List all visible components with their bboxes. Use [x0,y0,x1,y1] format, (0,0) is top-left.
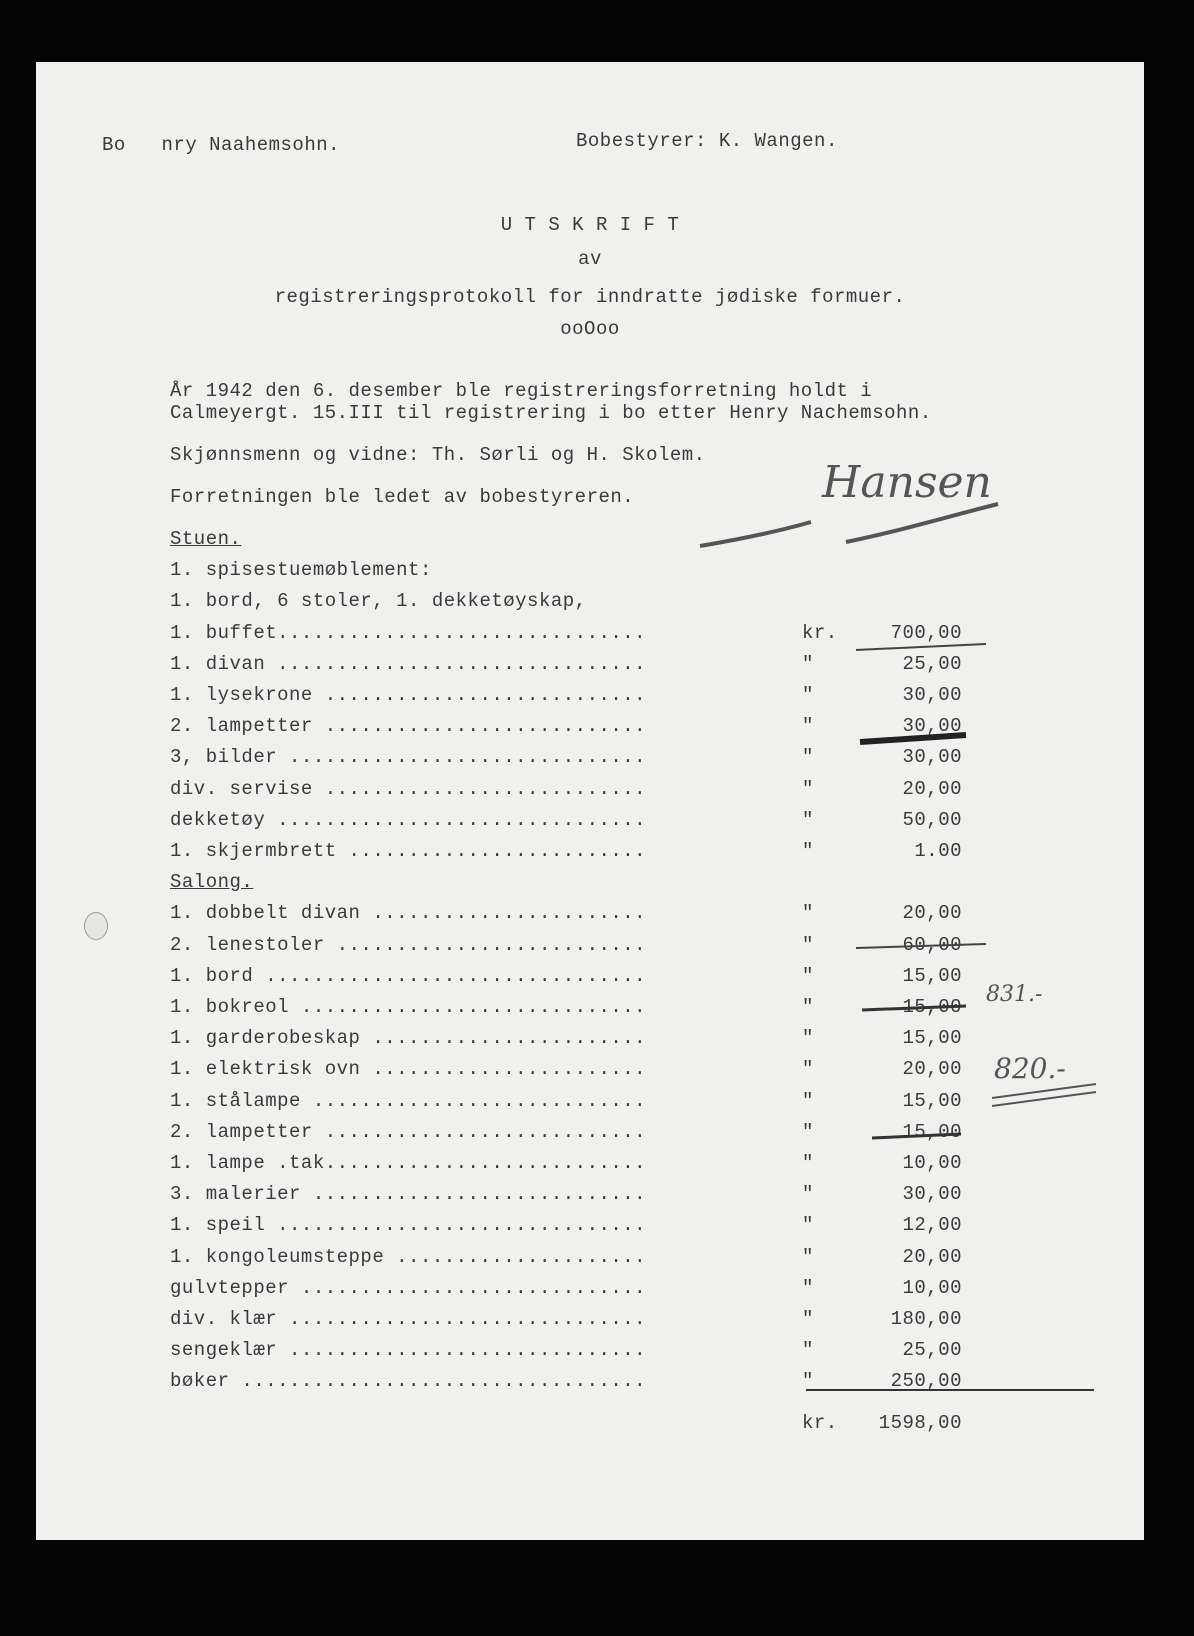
total-currency: kr. [802,1412,838,1434]
item-amount: 10,00 [902,1152,962,1174]
item-amount: 25,00 [902,653,962,675]
item-amount: 700,00 [890,622,962,644]
estate-name: Bo nry Naahemsohn. [102,134,341,156]
item-amount: 30,00 [902,684,962,706]
item-label: 2. lampetter ........................... [170,1121,647,1143]
item-currency: " [802,1277,814,1299]
item-label: 1. divan ............................... [170,653,647,675]
margin-rule [992,1084,1096,1098]
item-label: 1. stålampe ............................ [170,1090,647,1112]
signature: Hansen [822,457,992,508]
item-currency: " [802,1121,814,1143]
item-amount: 15,00 [902,996,962,1018]
item-currency: " [802,902,814,924]
item-label: 1. speil ............................... [170,1214,647,1236]
document-page [36,62,1144,1540]
item-currency: " [802,1183,814,1205]
signature-underline [846,504,998,542]
item-amount: 10,00 [902,1277,962,1299]
item-amount: 30,00 [902,746,962,768]
item-label: div. klær .............................. [170,1308,647,1330]
item-label: 1. elektrisk ovn ....................... [170,1058,647,1080]
inventory-note: 1. spisestuemøblement: [170,559,432,581]
item-amount: 25,00 [902,1339,962,1361]
item-label: 1. bord ................................ [170,965,647,987]
item-amount: 15,00 [902,1121,962,1143]
punch-hole [84,912,108,940]
item-label: 1. bokreol ............................. [170,996,647,1018]
item-label: 1. buffet............................... [170,622,647,644]
item-amount: 30,00 [902,715,962,737]
item-currency: " [802,1027,814,1049]
item-amount: 60,00 [902,934,962,956]
item-amount: 250,00 [890,1370,962,1392]
item-label: 1. kongoleumsteppe ..................... [170,1246,647,1268]
item-amount: 50,00 [902,809,962,831]
item-label: 1. skjermbrett ......................... [170,840,647,862]
item-amount: 12,00 [902,1214,962,1236]
item-label: 3, bilder .............................. [170,746,647,768]
item-currency: " [802,840,814,862]
section-heading: Salong. [170,871,254,893]
item-currency: " [802,684,814,706]
title-subtitle: registreringsprotokoll for inndratte jødiske formuer. [274,286,906,308]
led-by-line: Forretningen ble ledet av bobestyreren. [170,486,635,508]
item-label: dekketøy ............................... [170,809,647,831]
intro-line-1: År 1942 den 6. desember ble registreringsforretning holdt i [170,380,873,402]
inventory-note: 1. bord, 6 stoler, 1. dekketøyskap, [170,590,587,612]
margin-rule [992,1092,1096,1106]
item-currency: " [802,1246,814,1268]
margin-note-2: 820.- [994,1052,1066,1085]
item-label: 3. malerier ............................ [170,1183,647,1205]
item-currency: " [802,1339,814,1361]
signature-stroke [700,522,811,546]
item-currency: " [802,1152,814,1174]
item-label: 1. garderobeskap ....................... [170,1027,647,1049]
item-currency: " [802,1308,814,1330]
item-amount: 15,00 [902,965,962,987]
item-currency: " [802,934,814,956]
section-heading: Stuen. [170,528,242,550]
item-currency: " [802,1090,814,1112]
item-amount: 30,00 [902,1183,962,1205]
item-currency: " [802,1214,814,1236]
item-label: 1. lysekrone ........................... [170,684,647,706]
item-currency: " [802,746,814,768]
appraisers-line: Skjønnsmenn og vidne: Th. Sørli og H. Skolem. [170,444,706,466]
item-amount: 20,00 [902,1246,962,1268]
item-currency: " [802,653,814,675]
item-currency: " [802,778,814,800]
item-amount: 15,00 [902,1027,962,1049]
total-amount: 1598,00 [878,1412,962,1434]
title-ornament: ooOoo [560,318,620,340]
item-label: 2. lenestoler .......................... [170,934,647,956]
item-currency: " [802,1058,814,1080]
item-currency: " [802,1370,814,1392]
item-amount: 20,00 [902,1058,962,1080]
item-amount: 20,00 [902,778,962,800]
item-currency: " [802,809,814,831]
item-label: 2. lampetter ........................... [170,715,647,737]
item-amount: 180,00 [890,1308,962,1330]
item-amount: 20,00 [902,902,962,924]
item-label: div. servise ........................... [170,778,647,800]
intro-line-2: Calmeyergt. 15.III til registrering i bo etter Henry Nachemsohn. [170,402,932,424]
item-label: sengeklær .............................. [170,1339,647,1361]
item-label: gulvtepper ............................. [170,1277,647,1299]
title-av: av [578,248,602,270]
item-label: 1. lampe .tak........................... [170,1152,647,1174]
administrator: Bobestyrer: K. Wangen. [576,130,838,152]
margin-note-1: 831.- [986,982,1043,1007]
item-currency: kr. [802,622,838,644]
item-currency: " [802,715,814,737]
strike-mark [856,644,986,650]
item-label: bøker .................................. [170,1370,647,1392]
item-label: 1. dobbelt divan ....................... [170,902,647,924]
item-amount: 1.00 [914,840,962,862]
item-currency: " [802,965,814,987]
document-title: U T S K R I F T [500,214,680,236]
item-amount: 15,00 [902,1090,962,1112]
item-currency: " [802,996,814,1018]
